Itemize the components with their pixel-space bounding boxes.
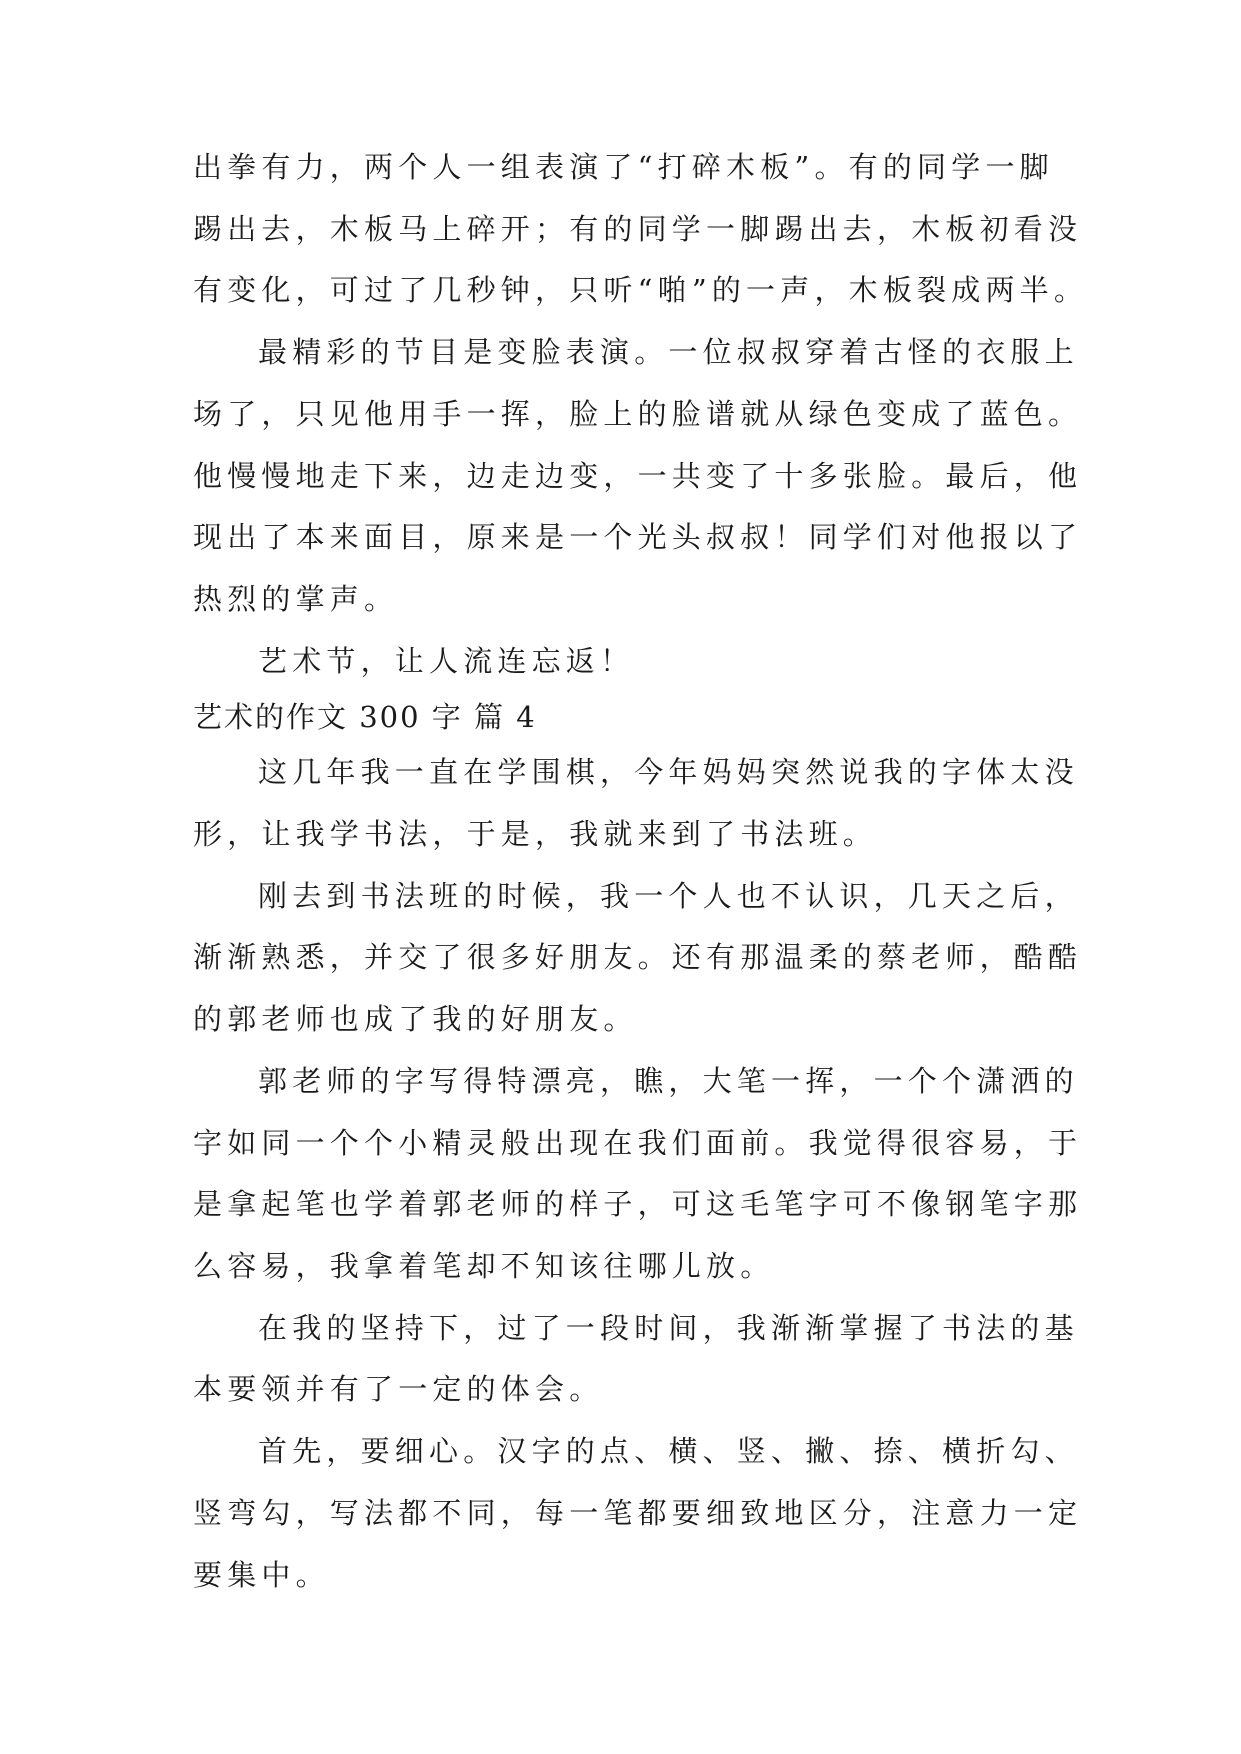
- text-line: 是拿起笔也学着郭老师的样子，可这毛笔字可不像钢笔字那: [193, 1187, 1083, 1221]
- text-line: 热烈的掌声。: [193, 582, 399, 616]
- text-line: 出拳有力，两个人一组表演了“打碎木板”。有的同学一脚: [193, 150, 1054, 184]
- text-line: 的郭老师也成了我的好朋友。: [193, 1002, 638, 1036]
- paragraph-start: 最精彩的节目是变脸表演。一位叔叔穿着古怪的衣服上: [258, 335, 1079, 369]
- paragraph-start: 艺术节，让人流连忘返！: [258, 644, 635, 678]
- text-line: 现出了本来面目，原来是一个光头叔叔！同学们对他报以了: [193, 520, 1083, 554]
- text-line: 竖弯勾，写法都不同，每一笔都要细致地区分，注意力一定: [193, 1496, 1083, 1530]
- paragraph-start: 在我的坚持下，过了一段时间，我渐渐掌握了书法的基: [258, 1311, 1079, 1345]
- text-line: 有变化，可过了几秒钟，只听“啪”的一声，木板裂成两半。: [193, 273, 1089, 307]
- section-heading: 艺术的作文 300 字 篇 4: [193, 700, 537, 734]
- text-line: 要集中。: [193, 1558, 330, 1592]
- text-line: 他慢慢地走下来，边走边变，一共变了十多张脸。最后，他: [193, 459, 1083, 493]
- text-line: 字如同一个个小精灵般出现在我们面前。我觉得很容易，于: [193, 1126, 1083, 1160]
- paragraph-start: 郭老师的字写得特漂亮，瞧，大笔一挥，一个个潇洒的: [258, 1064, 1079, 1098]
- text-line: 渐渐熟悉，并交了很多好朋友。还有那温柔的蔡老师，酷酷: [193, 940, 1083, 974]
- text-line: 本要领并有了一定的体会。: [193, 1372, 604, 1406]
- text-line: 形，让我学书法，于是，我就来到了书法班。: [193, 817, 878, 851]
- paragraph-start: 刚去到书法班的时候，我一个人也不认识，几天之后，: [258, 879, 1079, 913]
- paragraph-start: 首先，要细心。汉字的点、横、竖、撇、捺、横折勾、: [258, 1434, 1079, 1468]
- text-line: 么容易，我拿着笔却不知该往哪儿放。: [193, 1249, 775, 1283]
- paragraph-start: 这几年我一直在学围棋，今年妈妈突然说我的字体太没: [258, 755, 1079, 789]
- text-line: 场了，只见他用手一挥，脸上的脸谱就从绿色变成了蓝色。: [193, 397, 1083, 431]
- text-line: 踢出去，木板马上碎开；有的同学一脚踢出去，木板初看没: [193, 212, 1083, 246]
